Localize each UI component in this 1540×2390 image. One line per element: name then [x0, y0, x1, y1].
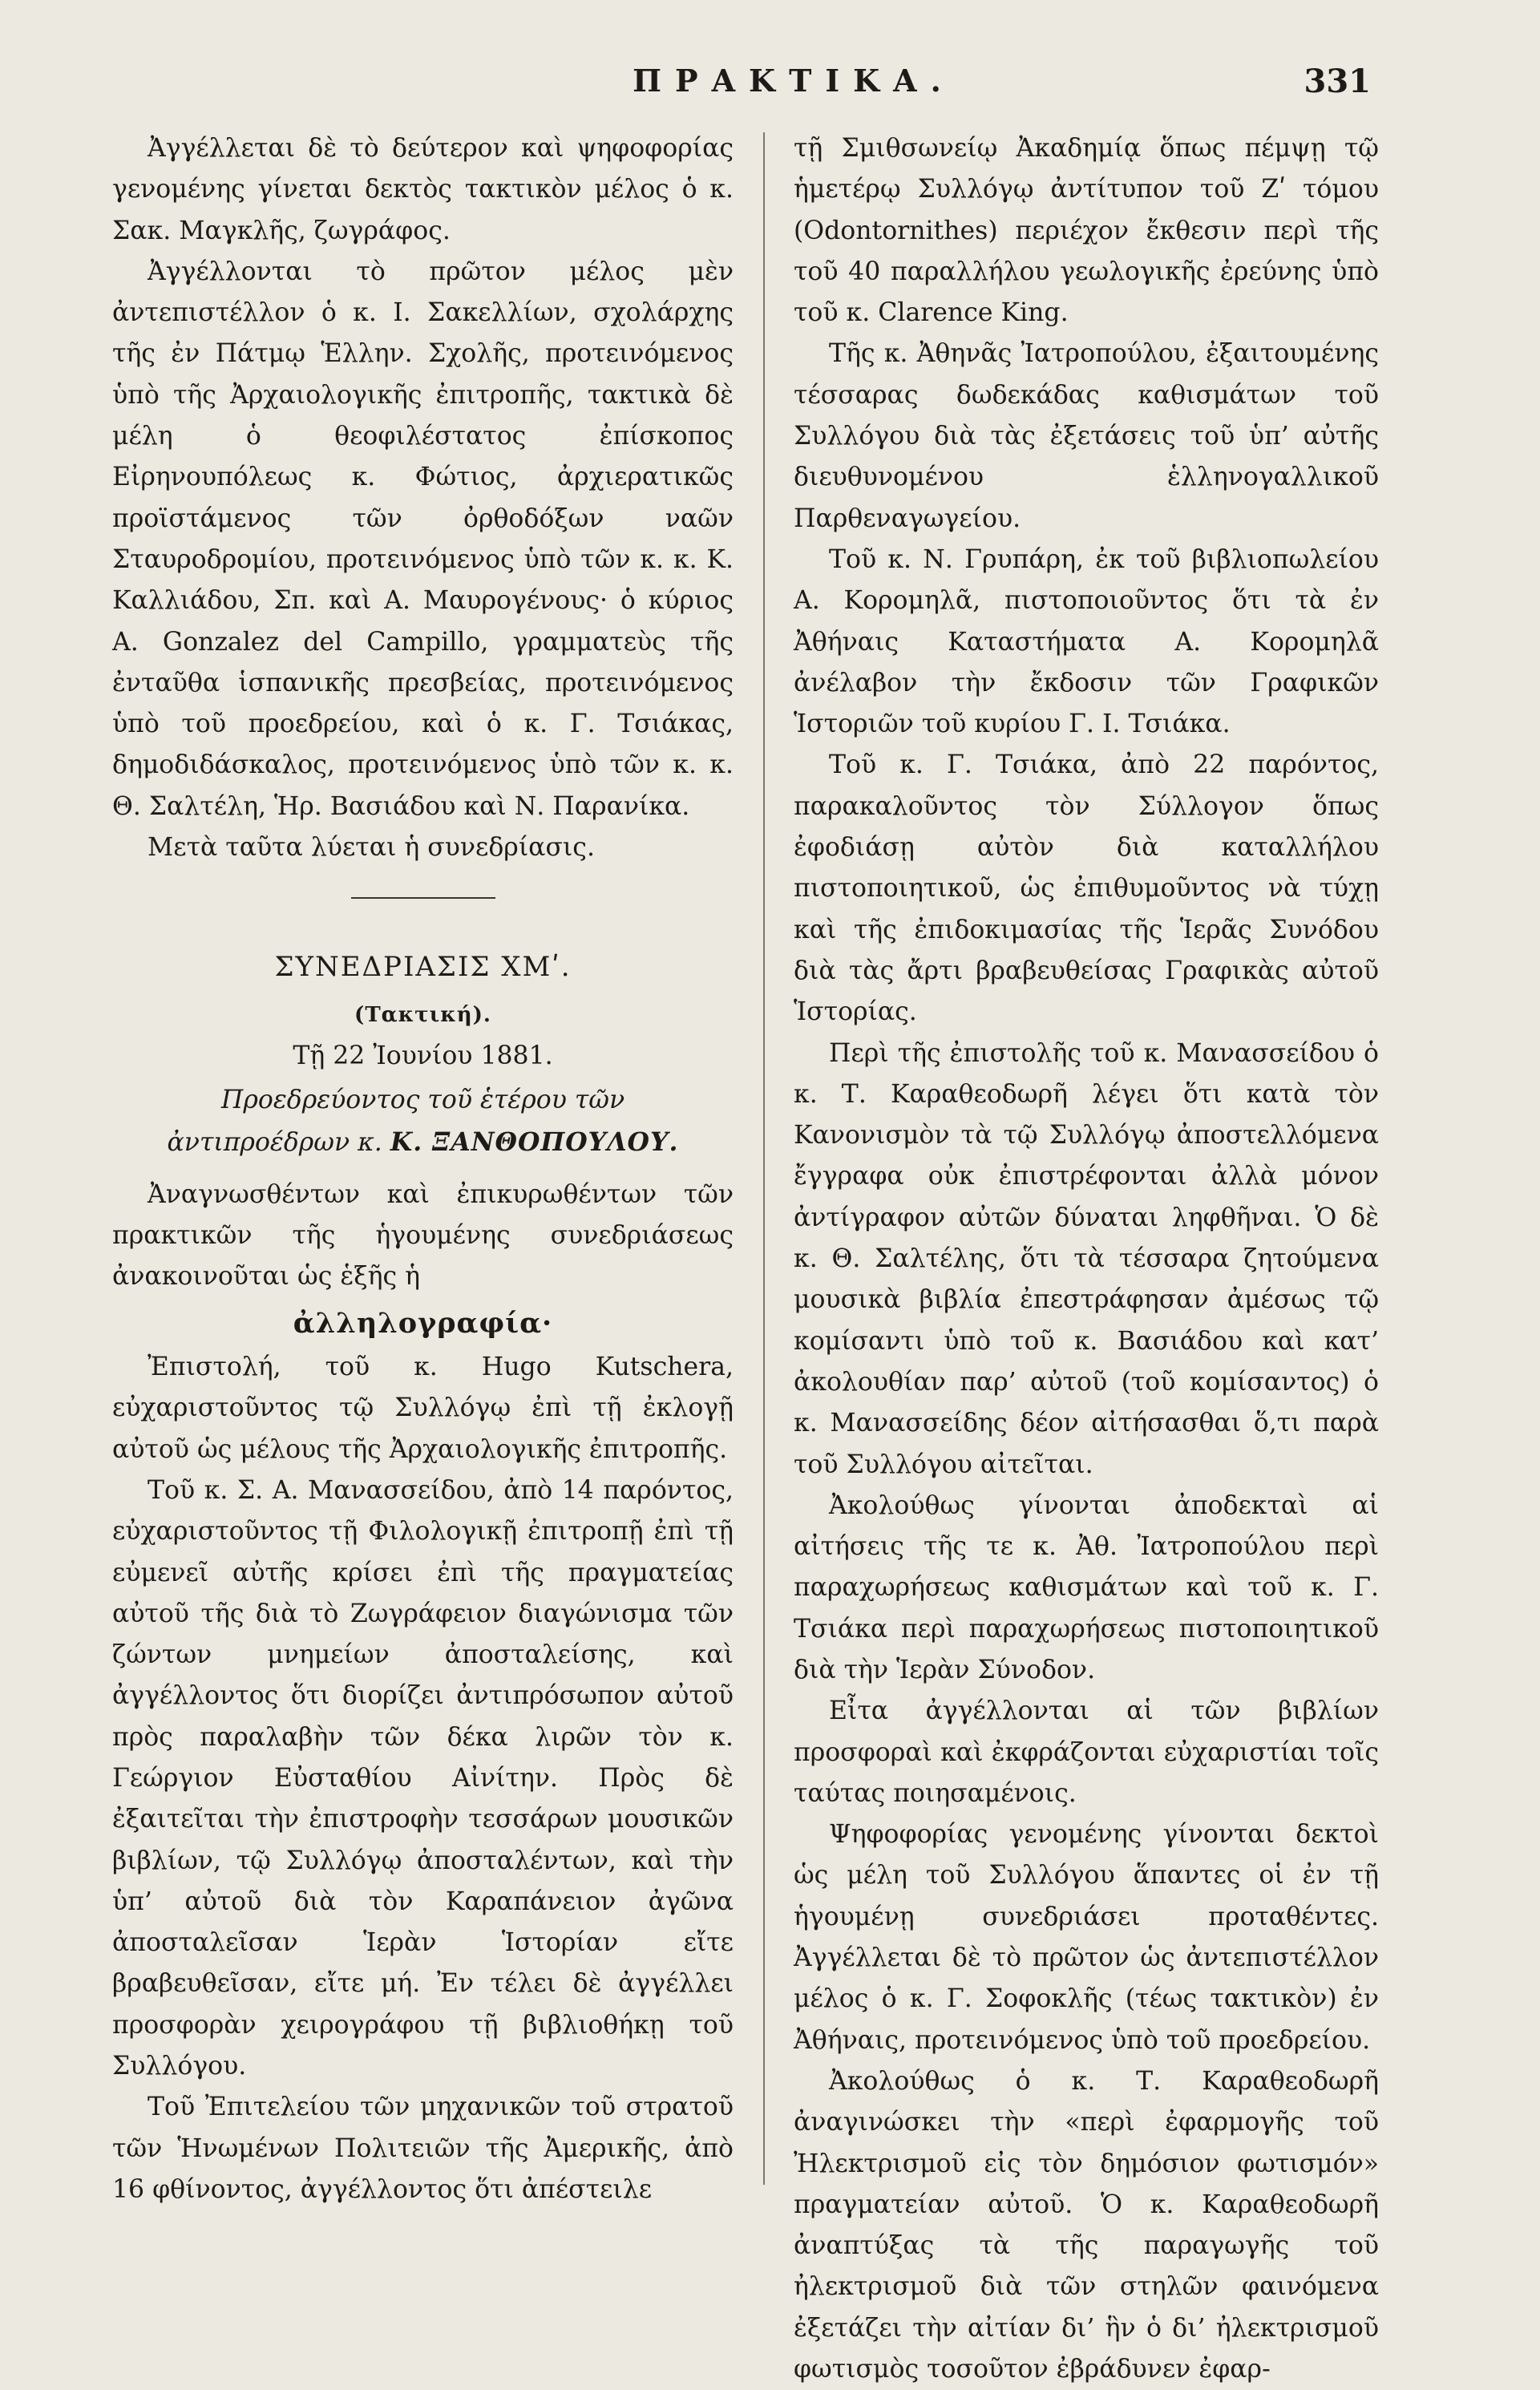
paragraph: τῇ Σμιθσωνείῳ Ἀκαδημίᾳ ὅπως πέμψῃ τῷ ἡμετέρῳ Συλλόγῳ ἀντίτυπον τοῦ Ζʹ τόμου (Odontornithes) περιέχον ἔκθεσιν περὶ τῆς τοῦ 40 παραλλήλου γεωλογικῆς ἐρεύνης ὑπὸ τοῦ κ. Clarence King.: [794, 134, 1379, 328]
paragraph: Ἀγγέλλεται δὲ τὸ δεύτερον καὶ ψηφοφορίας γενομένης γίνεται δεκτὸς τακτικὸν μέλος ὁ κ. Σακ. Μαγκλῆς, ζωγράφος.: [112, 134, 734, 245]
letter-paragraph: Τοῦ κ. Σ. Α. Μανασσείδου, ἀπὸ 14 παρόντος, εὐχαριστοῦντος τῇ Φιλολογικῇ ἐπιτροπῇ ἐπὶ τῇ εὐμενεῖ αὐτῆς κρίσει ἐπὶ τῆς πραγματείας αὐτοῦ τῆς διὰ τὸ Ζωγράφειον διαγώνισμα τῶν ζώντων μνημείων ἀποσταλείσης, καὶ ἀγγέλλοντος ὅτι διορίζει ἀντιπρόσωπον αὐτοῦ πρὸς παραλαβὴν τῶν δέκα λιρῶν τὸν κ. Γεώργιον Εὐσταθίου Αἰνίτην. Πρὸς δὲ ἐξαιτεῖται τὴν ἐπιστροφὴν τεσσάρων μουσικῶν βιβλίων, τῷ Συλλόγῳ ἀποσταλέντων, καὶ τὴν ὑπ’ αὐτοῦ διὰ τὸν Καραπάνειον ἀγῶνα ἀποσταλεῖσαν Ἱερὰν Ἱστορίαν εἴτε βραβευθεῖσαν, εἴτε μή. Ἐν τέλει δὲ ἀγγέλλει προσφορὰν χειρογράφου τῇ βιβλιοθήκῃ τοῦ Συλλόγου.: [112, 1475, 734, 2081]
section-separator: [351, 897, 495, 899]
paragraph: Ἀγγέλλονται τὸ πρῶτον μέλος μὲν ἀντεπιστέλλον ὁ κ. Ι. Σακελλίων, σχολάρχης τῆς ἐν Πάτμῳ Ἑλλην. Σχολῆς, προτεινόμενος ὑπὸ τῆς Ἀρχαιολογικῆς ἐπιτροπῆς, τακτικὰ δὲ μέλη ὁ θεοφιλέστατος ἐπίσκοπος Εἰρηνουπόλεως κ. Φώτιος, ἀρχιερατικῶς προϊστάμενος τῶν ὀρθοδόξων ναῶν Σταυροδρομίου, προτεινόμενος ὑπὸ τῶν κ. κ. Κ. Καλλιάδου, Σπ. καὶ Α. Μαυρογένους· ὁ κύριος A. Gonzalez del Campillo, γραμματεὺς τῆς ἐνταῦθα ἱσπανικῆς πρεσβείας, προτεινόμενος ὑπὸ τοῦ προεδρείου, καὶ ὁ κ. Γ. Τσιάκας, δημοδιδάσκαλος, προτεινόμενος ὑπὸ τῶν κ. κ. Θ. Σαλτέλη, Ἡρ. Βασιάδου καὶ Ν. Παρανίκα.: [112, 257, 734, 821]
page-number: 331: [1304, 63, 1371, 100]
right-column: [794, 128, 1379, 2390]
session-type: (Τακτική).: [354, 1002, 491, 1027]
paragraph: Τῆς κ. Ἀθηνᾶς Ἰατροπούλου, ἐξαιτουμένης τέσσαρας δωδεκάδας καθισμάτων τοῦ Συλλόγου διὰ τὰς ἐξετάσεις τοῦ ὑπ’ αὐτῆς διευθυνομένου ἑλληνογαλλικοῦ Παρθεναγωγείου.: [794, 339, 1379, 533]
paragraph: Τοῦ κ. Γ. Τσιάκα, ἀπὸ 22 παρόντος, παρακαλοῦντος τὸν Σύλλογον ὅπως ἐφοδιάσῃ αὐτὸν διὰ καταλλήλου πιστοποιητικοῦ, ὡς ἐπιθυμοῦντος νὰ τύχῃ καὶ τῆς ἐπιδοκιμασίας τῆς Ἱερᾶς Συνόδου διὰ τὰς ἄρτι βραβευθείσας Γραφικὰς αὐτοῦ Ἱστορίας.: [794, 750, 1379, 1027]
paragraph: Εἶτα ἀγγέλλονται αἱ τῶν βιβλίων προσφοραὶ καὶ ἐκφράζονται εὐχαριστίαι τοῖς ταύτας ποιησαμένοις.: [794, 1696, 1379, 1808]
paragraph: Ψηφοφορίας γενομένης γίνονται δεκτοὶ ὡς μέλη τοῦ Συλλόγου ἅπαντες οἱ ἐν τῇ ἡγουμένῃ συνεδριάσει προταθέντες. Ἀγγέλλεται δὲ τὸ πρῶτον ὡς ἀντεπιστέλλον μέλος ὁ κ. Γ. Σοφοκλῆς (τέως τακτικὸν) ἐν Ἀθήναις, προτεινόμενος ὑπὸ τοῦ προεδρείου.: [794, 1820, 1379, 2055]
letter-paragraph: Ἐπιστολή, τοῦ κ. Hugo Kutschera, εὐχαριστοῦντος τῷ Συλλόγῳ ἐπὶ τῇ ἐκλογῇ αὐτοῦ ὡς μέλους τῆς Ἀρχαιολογικῆς ἐπιτροπῆς.: [112, 1353, 734, 1464]
paragraph: Τοῦ κ. Ν. Γρυπάρη, ἐκ τοῦ βιβλιοπωλείου Α. Κορομηλᾶ, πιστοποιοῦντος ὅτι τὰ ἐν Ἀθήναις Καταστήματα Α. Κορομηλᾶ ἀνέλαβον τὴν ἔκδοσιν τῶν Γραφικῶν Ἱστοριῶν τοῦ κυρίου Γ. Ι. Τσιάκα.: [794, 544, 1379, 739]
presiding-text: Προεδρεύοντος τοῦ ἑτέρου τῶν ἀντιπροέδρων κ.: [167, 1086, 625, 1157]
paragraph: Περὶ τῆς ἐπιστολῆς τοῦ κ. Μανασσείδου ὁ κ. Τ. Καραθεοδωρῆ λέγει ὅτι κατὰ τὸν Κανονισμὸν τὰ τῷ Συλλόγῳ ἀποστελλόμενα ἔγγραφα οὐκ ἐπιστρέφονται ἀλλὰ μόνον ἀντίγραφον αὐτῶν δύναται ληφθῆναι. Ὁ δὲ κ. Θ. Σαλτέλης, ὅτι τὰ τέσσαρα ζητούμενα μουσικὰ βιβλία ἐπεστράφησαν ἀμέσως τῷ κομίσαντι ὑπὸ τοῦ κ. Βασιάδου καὶ κατ’ ἀκολουθίαν παρ’ αὐτοῦ (τοῦ κομίσαντος) ὁ κ. Μανασσείδης δέον αἰτήσασθαι ὅ,τι παρὰ τοῦ Συλλόγου αἰτεῖται.: [794, 1038, 1379, 1479]
session-intro: Ἀναγνωσθέντων καὶ ἐπικυρωθέντων τῶν πρακτικῶν τῆς ἡγουμένης συνεδριάσεως ἀνακοινοῦται ὡς ἑξῆς ἡ: [112, 1179, 734, 1292]
presiding-name: Κ. ΞΑΝΘΟΠΟΥΛΟΥ.: [390, 1126, 679, 1157]
left-column: [112, 128, 734, 2210]
column-divider: [763, 132, 765, 2185]
running-title: ΠΡΑΚΤΙΚΑ.: [633, 63, 955, 99]
paragraph: Ἀκολούθως γίνονται ἀποδεκταὶ αἱ αἰτήσεις τῆς τε κ. Ἀθ. Ἰατροπούλου περὶ παραχωρήσεως καθισμάτων καὶ τοῦ κ. Γ. Τσιάκα περὶ παραχωρήσεως πιστοποιητικοῦ διὰ τὴν Ἱερὰν Σύνοδον.: [794, 1490, 1379, 1684]
paragraph: Μετὰ ταῦτα λύεται ἡ συνεδρίασις.: [148, 833, 595, 863]
session-date: Τῇ 22 Ἰουνίου 1881.: [293, 1041, 553, 1070]
correspondence-heading: ἀλληλογραφία·: [293, 1306, 553, 1340]
session-heading: ΣΥΝΕΔΡΙΑΣΙΣ ΧΜʹ.: [274, 951, 572, 984]
presiding-line: [112, 1080, 734, 1163]
running-head: [120, 63, 1371, 111]
letter-paragraph: Τοῦ Ἐπιτελείου τῶν μηχανικῶν τοῦ στρατοῦ τῶν Ἡνωμένων Πολιτειῶν τῆς Ἀμερικῆς, ἀπὸ 16 φθίνοντος, ἀγγέλλοντος ὅτι ἀπέστειλε: [112, 2093, 734, 2204]
paragraph: Ἀκολούθως ὁ κ. Τ. Καραθεοδωρῆ ἀναγινώσκει τὴν «περὶ ἐφαρμογῆς τοῦ Ἠλεκτρισμοῦ εἰς τὸν δημόσιον φωτισμόν» πραγματείαν αὐτοῦ. Ὁ κ. Καραθεοδωρῆ ἀναπτύξας τὰ τῆς παραγωγῆς τοῦ ἠλεκτρισμοῦ διὰ τῶν στηλῶν φαινόμενα ἐξετάζει τὴν αἰτίαν δι’ ἣν ὁ δι’ ἠλεκτρισμοῦ φωτισμὸς τοσοῦτον ἐβράδυνεν ἐφαρ-: [794, 2066, 1379, 2384]
